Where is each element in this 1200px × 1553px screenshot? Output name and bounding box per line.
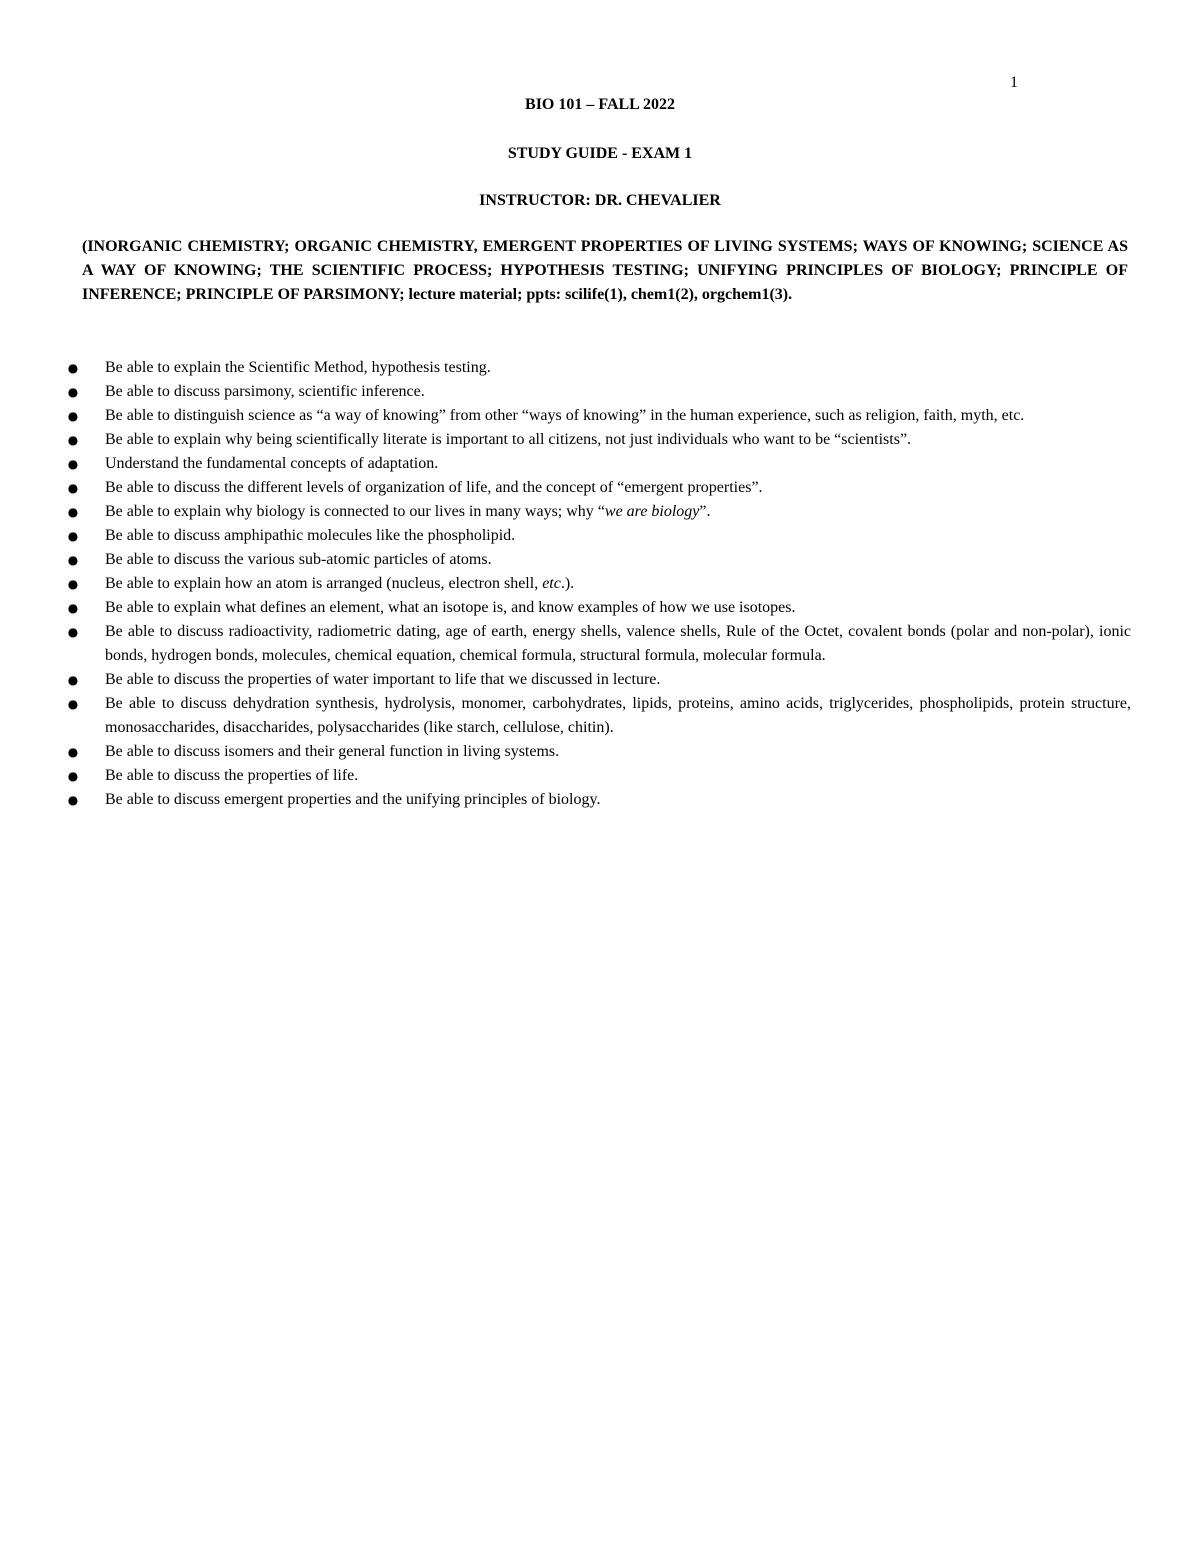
objective-text-part: Be able to explain why biology is connected to our lives in many ways; why “ — [105, 503, 605, 520]
objective-item — [65, 764, 1131, 788]
objective-item — [65, 524, 1131, 548]
bullet-icon: ● — [67, 529, 79, 543]
objective-text: Be able to discuss dehydration synthesis, hydrolysis, monomer, carbohydrates, lipids, proteins, amino acids, triglycerides, phospholipids, protein structure, monosaccharides, disaccharides, polysaccharides (like starch, cellulose, chitin). — [105, 695, 1131, 736]
bullet-icon: ● — [67, 745, 79, 759]
objective-item — [65, 404, 1131, 428]
bullet-icon: ● — [67, 625, 79, 639]
objective-text: Be able to explain what defines an element, what an isotope is, and know examples of how we use isotopes. — [105, 599, 796, 616]
objective-text: Be able to discuss emergent properties and the unifying principles of biology. — [105, 791, 601, 808]
course-title: BIO 101 – FALL 2022 — [525, 96, 675, 113]
objectives-list — [65, 356, 1131, 812]
objective-text: Be able to discuss radioactivity, radiometric dating, age of earth, energy shells, valence shells, Rule of the Octet, covalent bonds (polar and non-polar), ionic bonds, hydrogen bonds, molecules, chemical equation, chemical formula, structural formula, molecular formula. — [105, 623, 1131, 664]
bullet-icon: ● — [67, 697, 79, 711]
bullet-icon: ● — [67, 553, 79, 567]
objective-item — [65, 380, 1131, 404]
topics-paragraph: (INORGANIC CHEMISTRY; ORGANIC CHEMISTRY, EMERGENT PROPERTIES OF LIVING SYSTEMS; WAYS OF KNOWING; SCIENCE AS A WAY OF KNOWING; THE SCIENTIFIC PROCESS; HYPOTHESIS TESTING; UNIFYING PRINCIPLES OF BIOLOGY; PRINCIPLE OF INFERENCE; PRINCIPLE OF PARSIMONY; lecture material; ppts: scilife(1), chem1(2), orgchem1(3). — [82, 238, 1128, 303]
bullet-icon: ● — [67, 409, 79, 423]
objective-item — [65, 452, 1131, 476]
bullet-icon: ● — [67, 481, 79, 495]
objective-item — [65, 596, 1131, 620]
objective-text: Be able to discuss the different levels of organization of life, and the concept of “emergent properties”. — [105, 479, 763, 496]
objective-item — [65, 500, 1131, 524]
bullet-icon: ● — [67, 769, 79, 783]
bullet-icon: ● — [67, 673, 79, 687]
objective-text-part: .). — [560, 575, 575, 592]
objective-text-italic: we are biology — [604, 503, 700, 520]
objective-text: Be able to discuss the properties of water important to life that we discussed in lecture. — [105, 671, 661, 688]
bullet-icon: ● — [67, 361, 79, 375]
objective-text: Be able to discuss the properties of life. — [105, 767, 359, 784]
objective-text-part: ”. — [699, 503, 711, 520]
objective-text: Be able to distinguish science as “a way of knowing” from other “ways of knowing” in the human experience, such as religion, faith, myth, etc. — [105, 407, 1025, 424]
objective-text — [105, 503, 711, 520]
objective-item — [65, 572, 1131, 596]
bullet-icon: ● — [67, 577, 79, 591]
objective-text-part: Be able to explain how an atom is arranged (nucleus, electron shell, — [105, 575, 543, 592]
bullet-icon: ● — [67, 457, 79, 471]
bullet-icon: ● — [67, 385, 79, 399]
bullet-icon: ● — [67, 793, 79, 807]
objective-item — [65, 620, 1131, 668]
objective-text: Be able to discuss isomers and their general function in living systems. — [105, 743, 560, 760]
objective-text: Be able to explain why being scientifically literate is important to all citizens, not just individuals who want to be “scientists”. — [105, 431, 912, 448]
page-number: 1 — [1010, 74, 1018, 91]
objective-item — [65, 668, 1131, 692]
objective-text: Be able to discuss amphipathic molecules like the phospholipid. — [105, 527, 516, 544]
objective-text-italic: etc — [542, 575, 561, 592]
objective-text — [105, 575, 574, 592]
objective-item — [65, 548, 1131, 572]
bullet-icon: ● — [67, 601, 79, 615]
objective-text: Be able to discuss parsimony, scientific inference. — [105, 383, 425, 400]
bullet-icon: ● — [67, 433, 79, 447]
objective-item — [65, 428, 1131, 452]
guide-title: STUDY GUIDE - EXAM 1 — [507, 145, 693, 162]
objective-item — [65, 692, 1131, 740]
objective-text: Understand the fundamental concepts of adaptation. — [105, 455, 439, 472]
objective-item — [65, 740, 1131, 764]
objective-item — [65, 476, 1131, 500]
bullet-icon: ● — [67, 505, 79, 519]
objective-text: Be able to discuss the various sub-atomic particles of atoms. — [105, 551, 492, 568]
objective-item — [65, 788, 1131, 812]
objective-item — [65, 356, 1131, 380]
objective-text: Be able to explain the Scientific Method, hypothesis testing. — [105, 359, 491, 376]
instructor-line: INSTRUCTOR: DR. CHEVALIER — [479, 192, 721, 209]
